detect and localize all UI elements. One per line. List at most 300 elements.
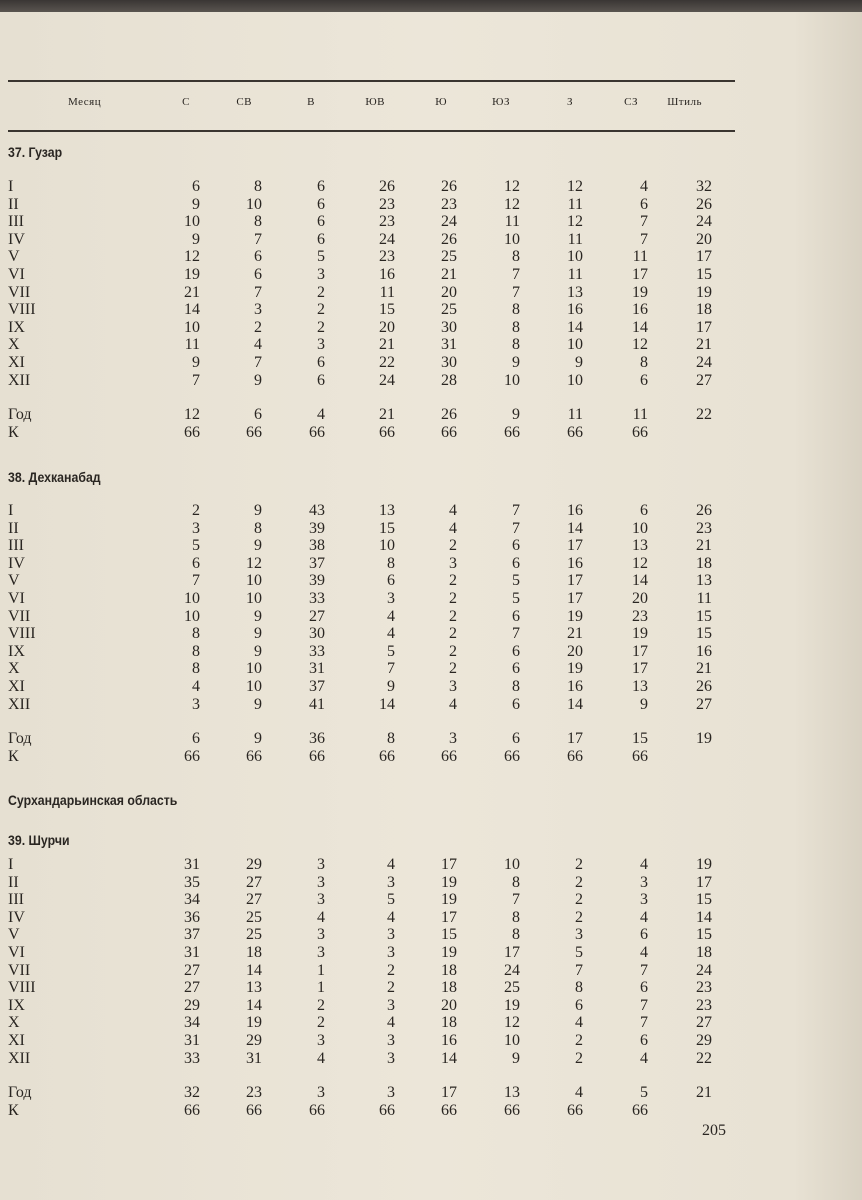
- cell-value: 17: [696, 248, 712, 266]
- row-label: I: [8, 856, 14, 873]
- cell-value: 26: [696, 195, 712, 213]
- month-row: [8, 608, 728, 626]
- month-row: [8, 572, 728, 590]
- month-row: [8, 891, 728, 909]
- cell-value: 36: [184, 908, 200, 926]
- cell-value: 66: [441, 747, 457, 765]
- cell-value: 2: [317, 1014, 325, 1032]
- cell-value: 22: [379, 353, 395, 371]
- cell-value: 4: [317, 406, 325, 424]
- cell-value: 3: [575, 926, 583, 944]
- month-row: [8, 1032, 728, 1050]
- cell-value: 9: [512, 353, 520, 371]
- row-label: V: [8, 572, 20, 590]
- cell-value: 8: [512, 873, 520, 891]
- row-label: XII: [8, 1049, 31, 1067]
- month-row: [8, 178, 728, 196]
- cell-value: 16: [567, 677, 583, 695]
- station-title: 37. Гузар: [8, 144, 63, 160]
- cell-value: 27: [309, 607, 325, 625]
- cell-value: 12: [504, 195, 520, 213]
- cell-value: 7: [192, 572, 200, 590]
- cell-value: 5: [317, 248, 325, 266]
- cell-value: 17: [441, 908, 457, 926]
- cell-value: 7: [254, 283, 262, 301]
- row-label: К: [8, 423, 19, 441]
- cell-value: 6: [317, 213, 325, 231]
- cell-value: 7: [387, 660, 395, 678]
- cell-value: 6: [192, 178, 200, 195]
- cell-value: 24: [696, 961, 712, 979]
- cell-value: 38: [309, 537, 325, 555]
- month-row: [8, 502, 728, 520]
- cell-value: 14: [567, 519, 583, 537]
- cell-value: 26: [379, 178, 395, 195]
- month-row: [8, 696, 728, 714]
- cell-value: 2: [575, 873, 583, 891]
- cell-value: 10: [246, 660, 262, 678]
- month-row: [8, 213, 728, 231]
- cell-value: 17: [632, 265, 648, 283]
- cell-value: 4: [387, 908, 395, 926]
- cell-value: 29: [696, 1031, 712, 1049]
- cell-value: 15: [441, 926, 457, 944]
- cell-value: 3: [640, 873, 648, 891]
- row-label: II: [8, 519, 19, 537]
- cell-value: 21: [696, 660, 712, 678]
- cell-value: 19: [632, 283, 648, 301]
- cell-value: 6: [640, 1031, 648, 1049]
- cell-value: 14: [567, 695, 583, 713]
- cell-value: 10: [246, 589, 262, 607]
- row-label: III: [8, 537, 24, 555]
- cell-value: 23: [379, 213, 395, 231]
- cell-value: 66: [379, 423, 395, 441]
- cell-value: 18: [696, 301, 712, 319]
- cell-value: 66: [441, 423, 457, 441]
- cell-value: 20: [379, 318, 395, 336]
- cell-value: 10: [504, 856, 520, 873]
- cell-value: 7: [512, 265, 520, 283]
- cell-value: 36: [309, 730, 325, 748]
- cell-value: 21: [379, 406, 395, 424]
- cell-value: 6: [512, 537, 520, 555]
- cell-value: 66: [379, 1101, 395, 1119]
- cell-value: 66: [632, 1101, 648, 1119]
- cell-value: 30: [309, 625, 325, 643]
- cell-value: 20: [632, 589, 648, 607]
- cell-value: 7: [640, 1014, 648, 1032]
- cell-value: 9: [387, 677, 395, 695]
- cell-value: 15: [696, 625, 712, 643]
- cell-value: 2: [449, 625, 457, 643]
- row-label: I: [8, 178, 14, 195]
- cell-value: 12: [632, 336, 648, 354]
- cell-value: 27: [696, 1014, 712, 1032]
- cell-value: 15: [379, 301, 395, 319]
- cell-value: 5: [387, 891, 395, 909]
- cell-value: 5: [575, 943, 583, 961]
- cell-value: 3: [387, 589, 395, 607]
- month-row: [8, 944, 728, 962]
- cell-value: 20: [441, 283, 457, 301]
- cell-value: 5: [192, 537, 200, 555]
- cell-value: 16: [567, 554, 583, 572]
- row-label: VIII: [8, 625, 36, 643]
- row-label: III: [8, 213, 24, 231]
- cell-value: 12: [632, 554, 648, 572]
- cell-value: 66: [309, 1101, 325, 1119]
- cell-value: 15: [696, 607, 712, 625]
- cell-value: 19: [696, 856, 712, 873]
- month-row: [8, 979, 728, 997]
- cell-value: 8: [387, 730, 395, 748]
- cell-value: 10: [184, 607, 200, 625]
- column-header: СЗ: [624, 96, 638, 108]
- cell-value: 15: [696, 926, 712, 944]
- cell-value: 16: [441, 1031, 457, 1049]
- cell-value: 3: [640, 891, 648, 909]
- cell-value: 26: [696, 677, 712, 695]
- cell-value: 27: [246, 873, 262, 891]
- cell-value: 10: [567, 371, 583, 389]
- cell-value: 6: [317, 178, 325, 195]
- cell-value: 2: [575, 856, 583, 873]
- row-label: К: [8, 1101, 19, 1119]
- cell-value: 25: [246, 926, 262, 944]
- month-row: [8, 1014, 728, 1032]
- cell-value: 31: [309, 660, 325, 678]
- cell-value: 10: [246, 677, 262, 695]
- cell-value: 9: [192, 230, 200, 248]
- cell-value: 66: [632, 747, 648, 765]
- cell-value: 24: [441, 213, 457, 231]
- cell-value: 66: [567, 423, 583, 441]
- cell-value: 10: [184, 589, 200, 607]
- cell-value: 6: [387, 572, 395, 590]
- cell-value: 22: [696, 406, 712, 424]
- cell-value: 2: [575, 1031, 583, 1049]
- cell-value: 2: [317, 996, 325, 1014]
- cell-value: 21: [441, 265, 457, 283]
- cell-value: 19: [441, 891, 457, 909]
- cell-value: 4: [387, 607, 395, 625]
- cell-value: 19: [441, 943, 457, 961]
- cell-value: 10: [246, 195, 262, 213]
- cell-value: 66: [246, 747, 262, 765]
- cell-value: 24: [696, 213, 712, 231]
- cell-value: 34: [184, 1014, 200, 1032]
- cell-value: 21: [696, 1084, 712, 1102]
- cell-value: 3: [317, 1031, 325, 1049]
- row-label: IX: [8, 642, 25, 660]
- cell-value: 17: [696, 318, 712, 336]
- row-label: Год: [8, 730, 32, 748]
- cell-value: 10: [567, 248, 583, 266]
- cell-value: 6: [512, 554, 520, 572]
- cell-value: 25: [504, 979, 520, 997]
- cell-value: 3: [317, 336, 325, 354]
- cell-value: 3: [317, 265, 325, 283]
- cell-value: 28: [441, 371, 457, 389]
- cell-value: 19: [441, 873, 457, 891]
- row-label: XI: [8, 1031, 25, 1049]
- cell-value: 66: [184, 1101, 200, 1119]
- cell-value: 6: [512, 607, 520, 625]
- cell-value: 23: [441, 195, 457, 213]
- cell-value: 33: [309, 589, 325, 607]
- cell-value: 16: [567, 301, 583, 319]
- cell-value: 7: [640, 213, 648, 231]
- column-header: В: [307, 96, 315, 108]
- cell-value: 19: [632, 625, 648, 643]
- region-title: Сурхандарьинская область: [8, 792, 178, 808]
- cell-value: 39: [309, 519, 325, 537]
- cell-value: 2: [387, 961, 395, 979]
- cell-value: 8: [512, 248, 520, 266]
- cell-value: 15: [696, 265, 712, 283]
- cell-value: 7: [512, 891, 520, 909]
- cell-value: 3: [192, 519, 200, 537]
- cell-value: 18: [696, 554, 712, 572]
- cell-value: 33: [309, 642, 325, 660]
- cell-value: 2: [449, 572, 457, 590]
- cell-value: 3: [317, 926, 325, 944]
- cell-value: 4: [387, 625, 395, 643]
- cell-value: 17: [567, 537, 583, 555]
- month-row: [8, 231, 728, 249]
- cell-value: 24: [379, 230, 395, 248]
- cell-value: 8: [192, 642, 200, 660]
- month-row: [8, 248, 728, 266]
- column-header: Штиль: [667, 96, 702, 108]
- cell-value: 13: [567, 283, 583, 301]
- cell-value: 10: [567, 336, 583, 354]
- cell-value: 6: [575, 996, 583, 1014]
- cell-value: 9: [254, 607, 262, 625]
- row-label: VII: [8, 607, 31, 625]
- cell-value: 10: [184, 318, 200, 336]
- cell-value: 17: [441, 856, 457, 873]
- station-title: 38. Дехканабад: [8, 469, 101, 485]
- cell-value: 66: [441, 1101, 457, 1119]
- cell-value: 15: [379, 519, 395, 537]
- row-label: XII: [8, 695, 31, 713]
- month-row: [8, 319, 728, 337]
- cell-value: 4: [449, 519, 457, 537]
- cell-value: 8: [387, 554, 395, 572]
- cell-value: 33: [184, 1049, 200, 1067]
- cell-value: 13: [632, 537, 648, 555]
- cell-value: 12: [184, 248, 200, 266]
- cell-value: 7: [640, 961, 648, 979]
- cell-value: 8: [512, 677, 520, 695]
- cell-value: 8: [640, 353, 648, 371]
- cell-value: 4: [192, 677, 200, 695]
- cell-value: 2: [449, 537, 457, 555]
- cell-value: 66: [504, 747, 520, 765]
- cell-value: 9: [254, 371, 262, 389]
- month-row: [8, 284, 728, 302]
- month-row: [8, 537, 728, 555]
- row-label: III: [8, 891, 24, 909]
- month-row: [8, 1050, 728, 1068]
- cell-value: 35: [184, 873, 200, 891]
- cell-value: 6: [317, 353, 325, 371]
- cell-value: 14: [632, 318, 648, 336]
- cell-value: 14: [246, 996, 262, 1014]
- cell-value: 12: [504, 178, 520, 195]
- column-header: С: [182, 96, 190, 108]
- cell-value: 6: [512, 730, 520, 748]
- column-header: ЮЗ: [492, 96, 510, 108]
- cell-value: 11: [696, 589, 712, 607]
- cell-value: 4: [640, 856, 648, 873]
- cell-value: 4: [317, 1049, 325, 1067]
- row-label: XI: [8, 353, 25, 371]
- month-row: [8, 625, 728, 643]
- cell-value: 23: [696, 996, 712, 1014]
- cell-value: 3: [254, 301, 262, 319]
- cell-value: 13: [696, 572, 712, 590]
- cell-value: 8: [512, 301, 520, 319]
- cell-value: 8: [512, 908, 520, 926]
- k-row: [8, 748, 728, 766]
- cell-value: 2: [317, 301, 325, 319]
- cell-value: 17: [504, 943, 520, 961]
- cell-value: 66: [504, 423, 520, 441]
- month-row: [8, 372, 728, 390]
- cell-value: 17: [632, 660, 648, 678]
- cell-value: 14: [441, 1049, 457, 1067]
- cell-value: 37: [309, 677, 325, 695]
- cell-value: 4: [254, 336, 262, 354]
- cell-value: 17: [567, 730, 583, 748]
- row-label: XII: [8, 371, 31, 389]
- cell-value: 19: [567, 607, 583, 625]
- cell-value: 8: [192, 625, 200, 643]
- cell-value: 66: [567, 747, 583, 765]
- cell-value: 4: [640, 1049, 648, 1067]
- cell-value: 39: [309, 572, 325, 590]
- spacer: [8, 1067, 728, 1084]
- cell-value: 4: [449, 695, 457, 713]
- cell-value: 23: [379, 195, 395, 213]
- cell-value: 2: [449, 642, 457, 660]
- month-row: [8, 678, 728, 696]
- cell-value: 2: [575, 891, 583, 909]
- row-label: IX: [8, 318, 25, 336]
- cell-value: 66: [632, 423, 648, 441]
- spacer: [8, 389, 728, 406]
- month-row: [8, 555, 728, 573]
- cell-value: 18: [441, 979, 457, 997]
- cell-value: 2: [575, 908, 583, 926]
- cell-value: 66: [309, 747, 325, 765]
- cell-value: 2: [387, 979, 395, 997]
- cell-value: 1: [317, 961, 325, 979]
- cell-value: 4: [640, 943, 648, 961]
- month-row: [8, 520, 728, 538]
- row-label: X: [8, 660, 20, 678]
- cell-value: 41: [309, 695, 325, 713]
- cell-value: 3: [387, 943, 395, 961]
- cell-value: 6: [254, 248, 262, 266]
- cell-value: 3: [317, 873, 325, 891]
- cell-value: 3: [387, 1031, 395, 1049]
- cell-value: 6: [317, 195, 325, 213]
- cell-value: 17: [632, 642, 648, 660]
- month-row: [8, 643, 728, 661]
- column-header: ЮВ: [365, 96, 385, 108]
- cell-value: 10: [632, 519, 648, 537]
- year-row: [8, 730, 728, 748]
- cell-value: 7: [254, 230, 262, 248]
- cell-value: 19: [567, 660, 583, 678]
- cell-value: 25: [441, 301, 457, 319]
- cell-value: 31: [184, 943, 200, 961]
- cell-value: 14: [696, 908, 712, 926]
- cell-value: 6: [192, 730, 200, 748]
- cell-value: 11: [567, 265, 583, 283]
- cell-value: 12: [246, 554, 262, 572]
- cell-value: 66: [504, 1101, 520, 1119]
- cell-value: 20: [441, 996, 457, 1014]
- cell-value: 23: [632, 607, 648, 625]
- cell-value: 1: [317, 979, 325, 997]
- cell-value: 11: [567, 230, 583, 248]
- cell-value: 3: [387, 1049, 395, 1067]
- cell-value: 7: [512, 625, 520, 643]
- cell-value: 2: [317, 283, 325, 301]
- cell-value: 6: [512, 660, 520, 678]
- cell-value: 13: [632, 677, 648, 695]
- row-label: Год: [8, 406, 32, 424]
- station-table-guzar: [8, 178, 728, 441]
- cell-value: 2: [449, 589, 457, 607]
- cell-value: 6: [640, 371, 648, 389]
- month-row: [8, 301, 728, 319]
- year-row: [8, 1084, 728, 1102]
- cell-value: 21: [696, 336, 712, 354]
- cell-value: 7: [512, 502, 520, 519]
- cell-value: 43: [309, 502, 325, 519]
- cell-value: 14: [567, 318, 583, 336]
- k-row: [8, 1102, 728, 1120]
- row-label: V: [8, 926, 20, 944]
- cell-value: 18: [441, 1014, 457, 1032]
- cell-value: 31: [441, 336, 457, 354]
- row-label: VII: [8, 283, 31, 301]
- cell-value: 66: [246, 423, 262, 441]
- cell-value: 8: [254, 213, 262, 231]
- cell-value: 26: [441, 406, 457, 424]
- cell-value: 18: [246, 943, 262, 961]
- cell-value: 8: [192, 660, 200, 678]
- cell-value: 13: [504, 1084, 520, 1102]
- cell-value: 27: [696, 695, 712, 713]
- cell-value: 31: [184, 1031, 200, 1049]
- cell-value: 19: [696, 283, 712, 301]
- cell-value: 6: [512, 695, 520, 713]
- cell-value: 3: [387, 873, 395, 891]
- cell-value: 9: [512, 406, 520, 424]
- table-top-rule: [8, 80, 735, 82]
- cell-value: 6: [640, 195, 648, 213]
- cell-value: 29: [184, 996, 200, 1014]
- cell-value: 12: [567, 178, 583, 195]
- cell-value: 11: [504, 213, 520, 231]
